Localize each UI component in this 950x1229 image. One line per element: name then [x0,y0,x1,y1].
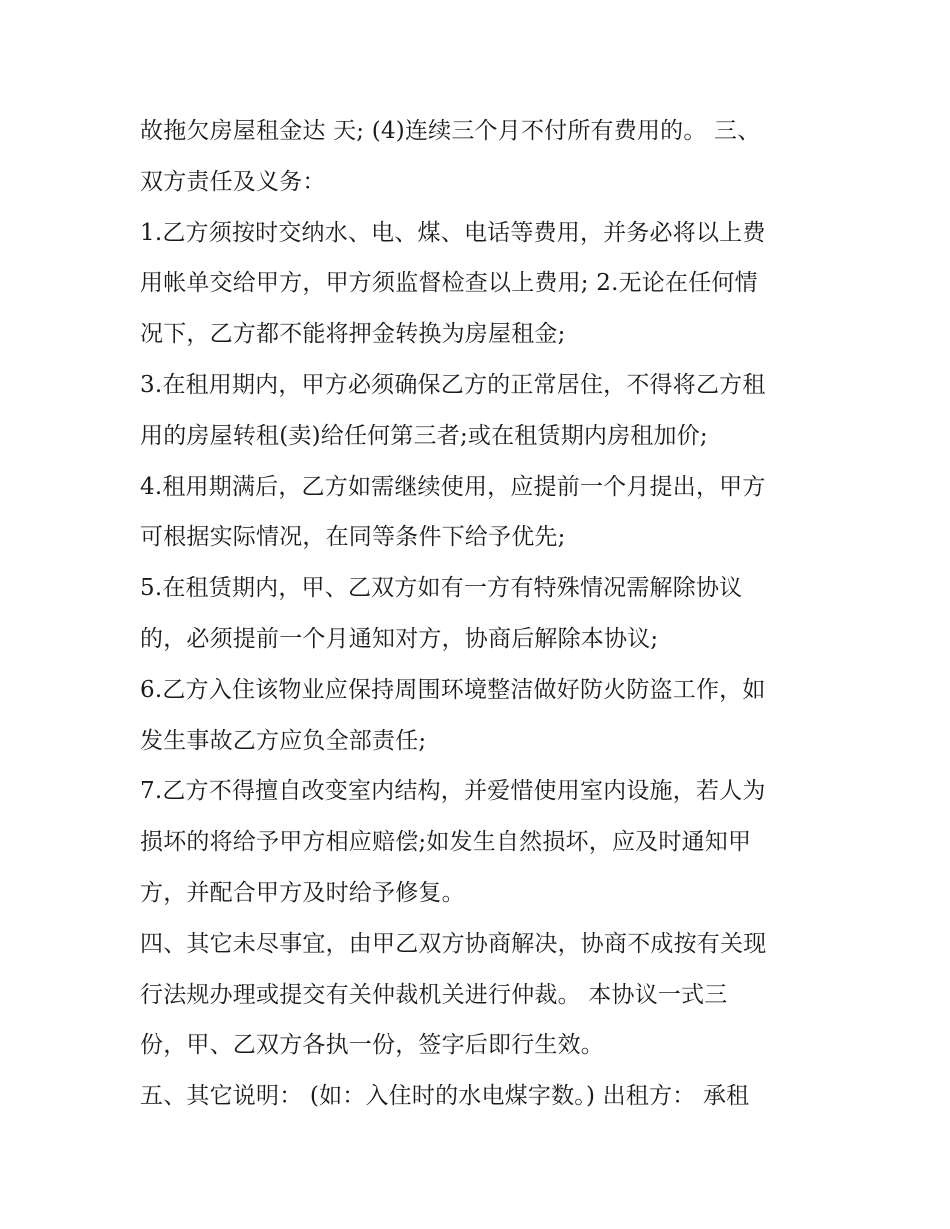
text-line-8: 4.租用期满后，乙方如需继续使用，应提前一个月提出，甲方 [140,473,766,500]
text-line-18: 行法规办理或提交有关仲裁机关进行仲裁。 本协议一式三 [140,981,728,1008]
text-line-4: 用帐单交给甲方，甲方须监督检查以上费用; 2.无论在任何情 [140,270,758,297]
document-body [140,106,830,1122]
text-line-14: 7.乙方不得擅自改变室内结构，并爱惜使用室内设施，若人为 [140,778,766,805]
text-line-6: 3.在租用期内，甲方必须确保乙方的正常居住，不得将乙方租 [140,371,766,398]
text-line-3: 1.乙方须按时交纳水、电、煤、电话等费用，并务必将以上费 [140,219,766,246]
text-line-5: 况下，乙方都不能将押金转换为房屋租金; [140,321,566,348]
text-line-15: 损坏的将给予甲方相应赔偿;如发生自然损坏，应及时通知甲 [140,829,752,856]
text-line-20: 五、其它说明： (如：入住时的水电煤字数。) 出租方： 承租 [140,1083,750,1110]
text-line-7: 用的房屋转租(卖)给任何第三者;或在租赁期内房租加价; [140,422,708,449]
text-line-1: 故拖欠房屋租金达 天; (4)连续三个月不付所有费用的。 三、 [140,118,761,144]
text-line-17: 四、其它未尽事宜，由甲乙双方协商解决，协商不成按有关现 [140,930,767,957]
text-line-9: 可根据实际情况，在同等条件下给予优先; [140,524,566,551]
text-line-10: 5.在租赁期内，甲、乙双方如有一方有特殊情况需解除协议 [140,575,743,602]
text-line-12: 6.乙方入住该物业应保持周围环境整洁做好防火防盗工作，如 [140,676,766,703]
text-line-16: 方，并配合甲方及时给予修复。 [140,879,465,906]
text-line-13: 发生事故乙方应负全部责任; [140,727,427,754]
text-line-11: 的，必须提前一个月通知对方，协商后解除本协议; [140,625,659,652]
text-line-2: 双方责任及义务： [140,168,326,195]
text-line-19: 份，甲、乙双方各执一份，签字后即行生效。 [140,1032,604,1059]
